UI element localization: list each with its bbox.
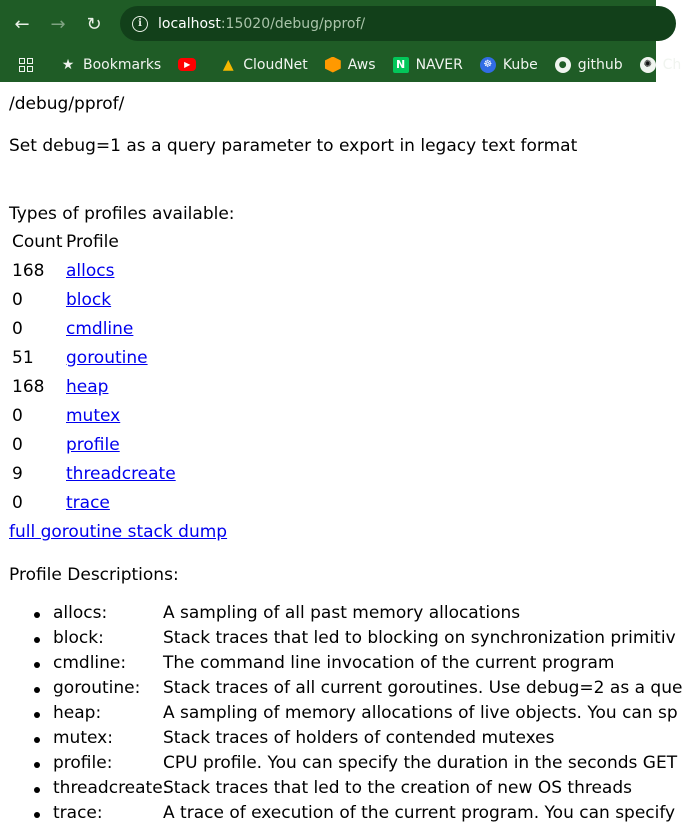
description-name: mutex: <box>53 728 113 748</box>
profiles-table <box>10 228 178 517</box>
list-item <box>53 753 682 778</box>
list-item <box>53 653 682 678</box>
profile-link-threadcreate[interactable]: threadcreate <box>66 463 176 484</box>
profile-column-header: Profile <box>66 232 119 252</box>
legacy-format-note: Set debug=1 as a query parameter to export in legacy text format <box>9 136 578 156</box>
site-info-icon[interactable]: i <box>132 16 148 32</box>
description-text: CPU profile. You can specify the duration in the seconds GET <box>163 753 678 773</box>
description-name: threadcreate: <box>53 778 169 798</box>
table-row <box>12 459 176 488</box>
profile-link-trace[interactable]: trace <box>66 492 110 513</box>
description-text: Stack traces that led to blocking on synchronization primitiv <box>163 628 676 648</box>
page-path: /debug/pprof/ <box>9 94 125 114</box>
kubernetes-icon: ☸ <box>480 57 496 73</box>
list-item <box>53 703 682 728</box>
bookmark-youtube[interactable] <box>178 58 203 71</box>
description-name: trace: <box>53 803 103 823</box>
profile-count: 0 <box>12 434 23 455</box>
list-item <box>53 628 682 653</box>
table-row <box>12 372 176 401</box>
bookmark-label: Bookmarks <box>83 56 162 73</box>
bookmark-chatgpt[interactable] <box>640 57 682 73</box>
bookmark-label: CloudNet <box>243 56 308 73</box>
profile-count: 0 <box>12 318 23 339</box>
list-item <box>53 678 682 703</box>
description-text: A trace of execution of the current program. You can specify <box>163 803 676 823</box>
bookmark-bookmarks[interactable] <box>60 57 161 73</box>
list-item <box>53 778 682 803</box>
table-row <box>12 401 176 430</box>
profile-link-profile[interactable]: profile <box>66 434 120 455</box>
description-name: profile: <box>53 753 113 773</box>
bookmarks-bar <box>0 47 682 82</box>
profile-count: 0 <box>12 405 23 426</box>
profile-count: 9 <box>12 463 23 484</box>
forward-arrow-icon[interactable]: → <box>50 13 66 35</box>
url-text[interactable] <box>158 16 365 32</box>
bookmark-naver[interactable] <box>393 57 463 73</box>
table-row <box>12 343 176 372</box>
description-name: goroutine: <box>53 678 141 698</box>
list-item <box>53 803 682 828</box>
bookmark-kube[interactable] <box>480 57 538 73</box>
reload-icon[interactable]: ↻ <box>86 13 102 35</box>
description-name: block: <box>53 628 104 648</box>
bookmark-label: NAVER <box>415 56 463 73</box>
bookmark-github[interactable] <box>555 57 623 73</box>
profile-count: 51 <box>12 347 34 368</box>
profile-count: 168 <box>12 376 45 397</box>
chatgpt-icon: ✺ <box>640 57 656 73</box>
url-path: :15020/debug/pprof/ <box>220 15 366 32</box>
profile-descriptions-list <box>0 603 682 828</box>
profile-count: 168 <box>12 260 45 281</box>
profile-link-block[interactable]: block <box>66 289 112 310</box>
description-name: allocs: <box>53 603 108 623</box>
bookmark-label: Aws <box>347 56 376 73</box>
bookmark-label: Ch <box>662 56 682 73</box>
profile-link-heap[interactable]: heap <box>66 376 109 397</box>
aws-icon <box>325 57 341 73</box>
full-goroutine-dump-link[interactable]: full goroutine stack dump <box>9 522 228 542</box>
youtube-icon: ▶ <box>178 58 196 71</box>
description-text: A sampling of all past memory allocations <box>163 603 521 623</box>
count-column-header: Count <box>12 232 63 252</box>
table-row <box>12 256 176 285</box>
list-item <box>53 728 682 753</box>
description-text: Stack traces of all current goroutines. Use debug=2 as a que <box>163 678 682 698</box>
apps-grid-icon[interactable] <box>19 58 33 72</box>
description-name: cmdline: <box>53 653 127 673</box>
table-row <box>12 488 176 517</box>
bookmark-label: Kube <box>502 56 538 73</box>
description-text: Stack traces of holders of contended mutexes <box>163 728 555 748</box>
description-text: Stack traces that led to the creation of new OS threads <box>163 778 632 798</box>
browser-toolbar <box>0 0 656 47</box>
profile-types-heading: Types of profiles available: <box>9 204 235 224</box>
table-row <box>12 285 176 314</box>
table-row <box>12 314 176 343</box>
url-host: localhost <box>158 15 221 32</box>
profile-link-cmdline[interactable]: cmdline <box>66 318 134 339</box>
address-bar[interactable] <box>120 6 676 41</box>
description-text: The command line invocation of the current program <box>163 653 615 673</box>
github-icon: ● <box>555 57 571 73</box>
table-header-row <box>12 228 176 256</box>
profile-count: 0 <box>12 289 23 310</box>
profile-descriptions-heading: Profile Descriptions: <box>9 565 179 585</box>
table-row <box>12 430 176 459</box>
description-name: heap: <box>53 703 102 723</box>
profile-count: 0 <box>12 492 23 513</box>
description-text: A sampling of memory allocations of live objects. You can sp <box>163 703 678 723</box>
bookmark-cloudnet[interactable] <box>220 57 308 73</box>
star-icon: ★ <box>61 56 75 73</box>
list-item <box>53 603 682 628</box>
bookmark-label: github <box>577 56 623 73</box>
back-arrow-icon[interactable]: ← <box>14 13 30 35</box>
profile-link-mutex[interactable]: mutex <box>66 405 121 426</box>
profile-link-goroutine[interactable]: goroutine <box>66 347 148 368</box>
cloudnet-icon: ▲ <box>222 56 234 73</box>
bookmark-aws[interactable] <box>325 57 376 73</box>
profile-link-allocs[interactable]: allocs <box>66 260 115 281</box>
naver-icon: N <box>393 57 409 73</box>
